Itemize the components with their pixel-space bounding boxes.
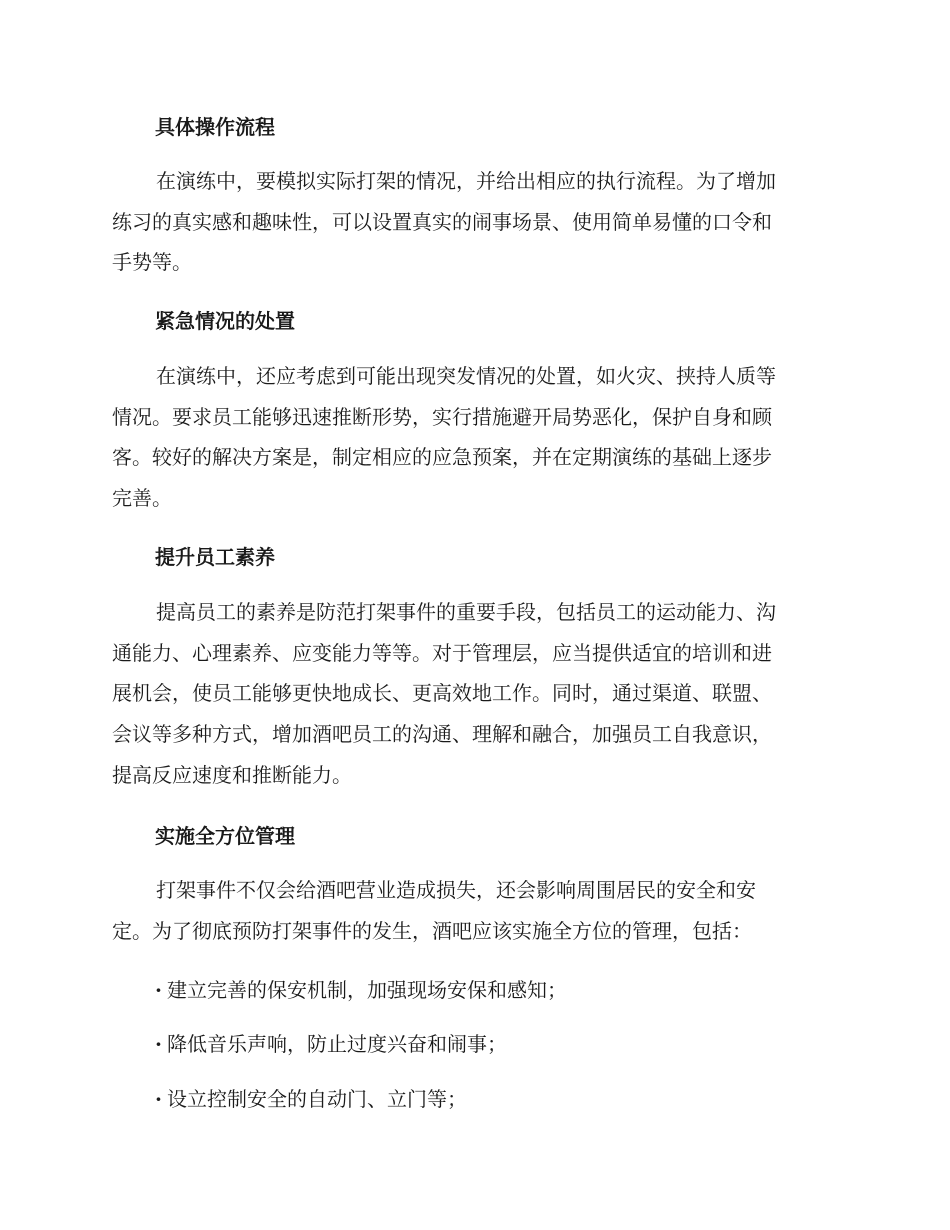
section-paragraph [112,161,830,283]
bullet-item [155,978,567,1002]
bullet-marker: · [155,978,162,1002]
bullet-text: 设立控制安全的自动门、立门等； [167,1087,467,1111]
paragraph-line: 客。较好的解决方案是，制定相应的应急预案，并在定期演练的基础上逐步 [112,445,772,470]
paragraph-line: 展机会，使员工能够更快地成长、更高效地工作。同时，通过渠道、联盟、 [112,681,772,706]
section-heading: 紧急情况的处置 [155,309,295,333]
bullet-item [155,1032,507,1056]
paragraph-line: 会议等多种方式，增加酒吧员工的沟通、理解和融合，加强员工自我意识， [112,722,772,747]
paragraph-line: 定。为了彻底预防打架事件的发生，酒吧应该实施全方位的管理，包括： [112,918,752,943]
bullet-item [155,1087,467,1111]
paragraph-line: 练习的真实感和趣味性，可以设置真实的闹事场景、使用简单易懂的口令和 [112,209,772,234]
paragraph-line: 在演练中，还应考虑到可能出现突发情况的处置，如火灾、挟持人质等 [156,364,776,388]
paragraph-line: 完善。 [112,486,172,511]
bullet-text: 建立完善的保安机制，加强现场安保和感知； [167,978,567,1002]
paragraph-line: 打架事件不仅会给酒吧营业造成损失，还会影响周围居民的安全和安 [156,878,756,902]
paragraph-line: 手势等。 [112,250,192,275]
paragraph-line: 提高反应速度和推断能力。 [112,762,352,787]
paragraph-line: 通能力、心理素养、应变能力等等。对于管理层，应当提供适宜的培训和进 [112,640,772,665]
bullet-text: 降低音乐声响，防止过度兴奋和闹事； [167,1032,507,1056]
section-paragraph [112,356,830,519]
bullet-marker: · [155,1032,162,1056]
paragraph-line: 提高员工的素养是防范打架事件的重要手段，包括员工的运动能力、沟 [156,600,776,624]
section-paragraph [112,870,830,951]
section-paragraph [112,592,830,796]
section-heading: 具体操作流程 [155,115,275,139]
section-heading: 实施全方位管理 [155,824,295,848]
paragraph-line: 情况。要求员工能够迅速推断形势，实行措施避开局势恶化，保护自身和顾 [112,404,772,429]
paragraph-line: 在演练中，要模拟实际打架的情况，并给出相应的执行流程。为了增加 [156,169,776,193]
section-heading: 提升员工素养 [155,545,275,569]
bullet-marker: · [155,1087,162,1111]
